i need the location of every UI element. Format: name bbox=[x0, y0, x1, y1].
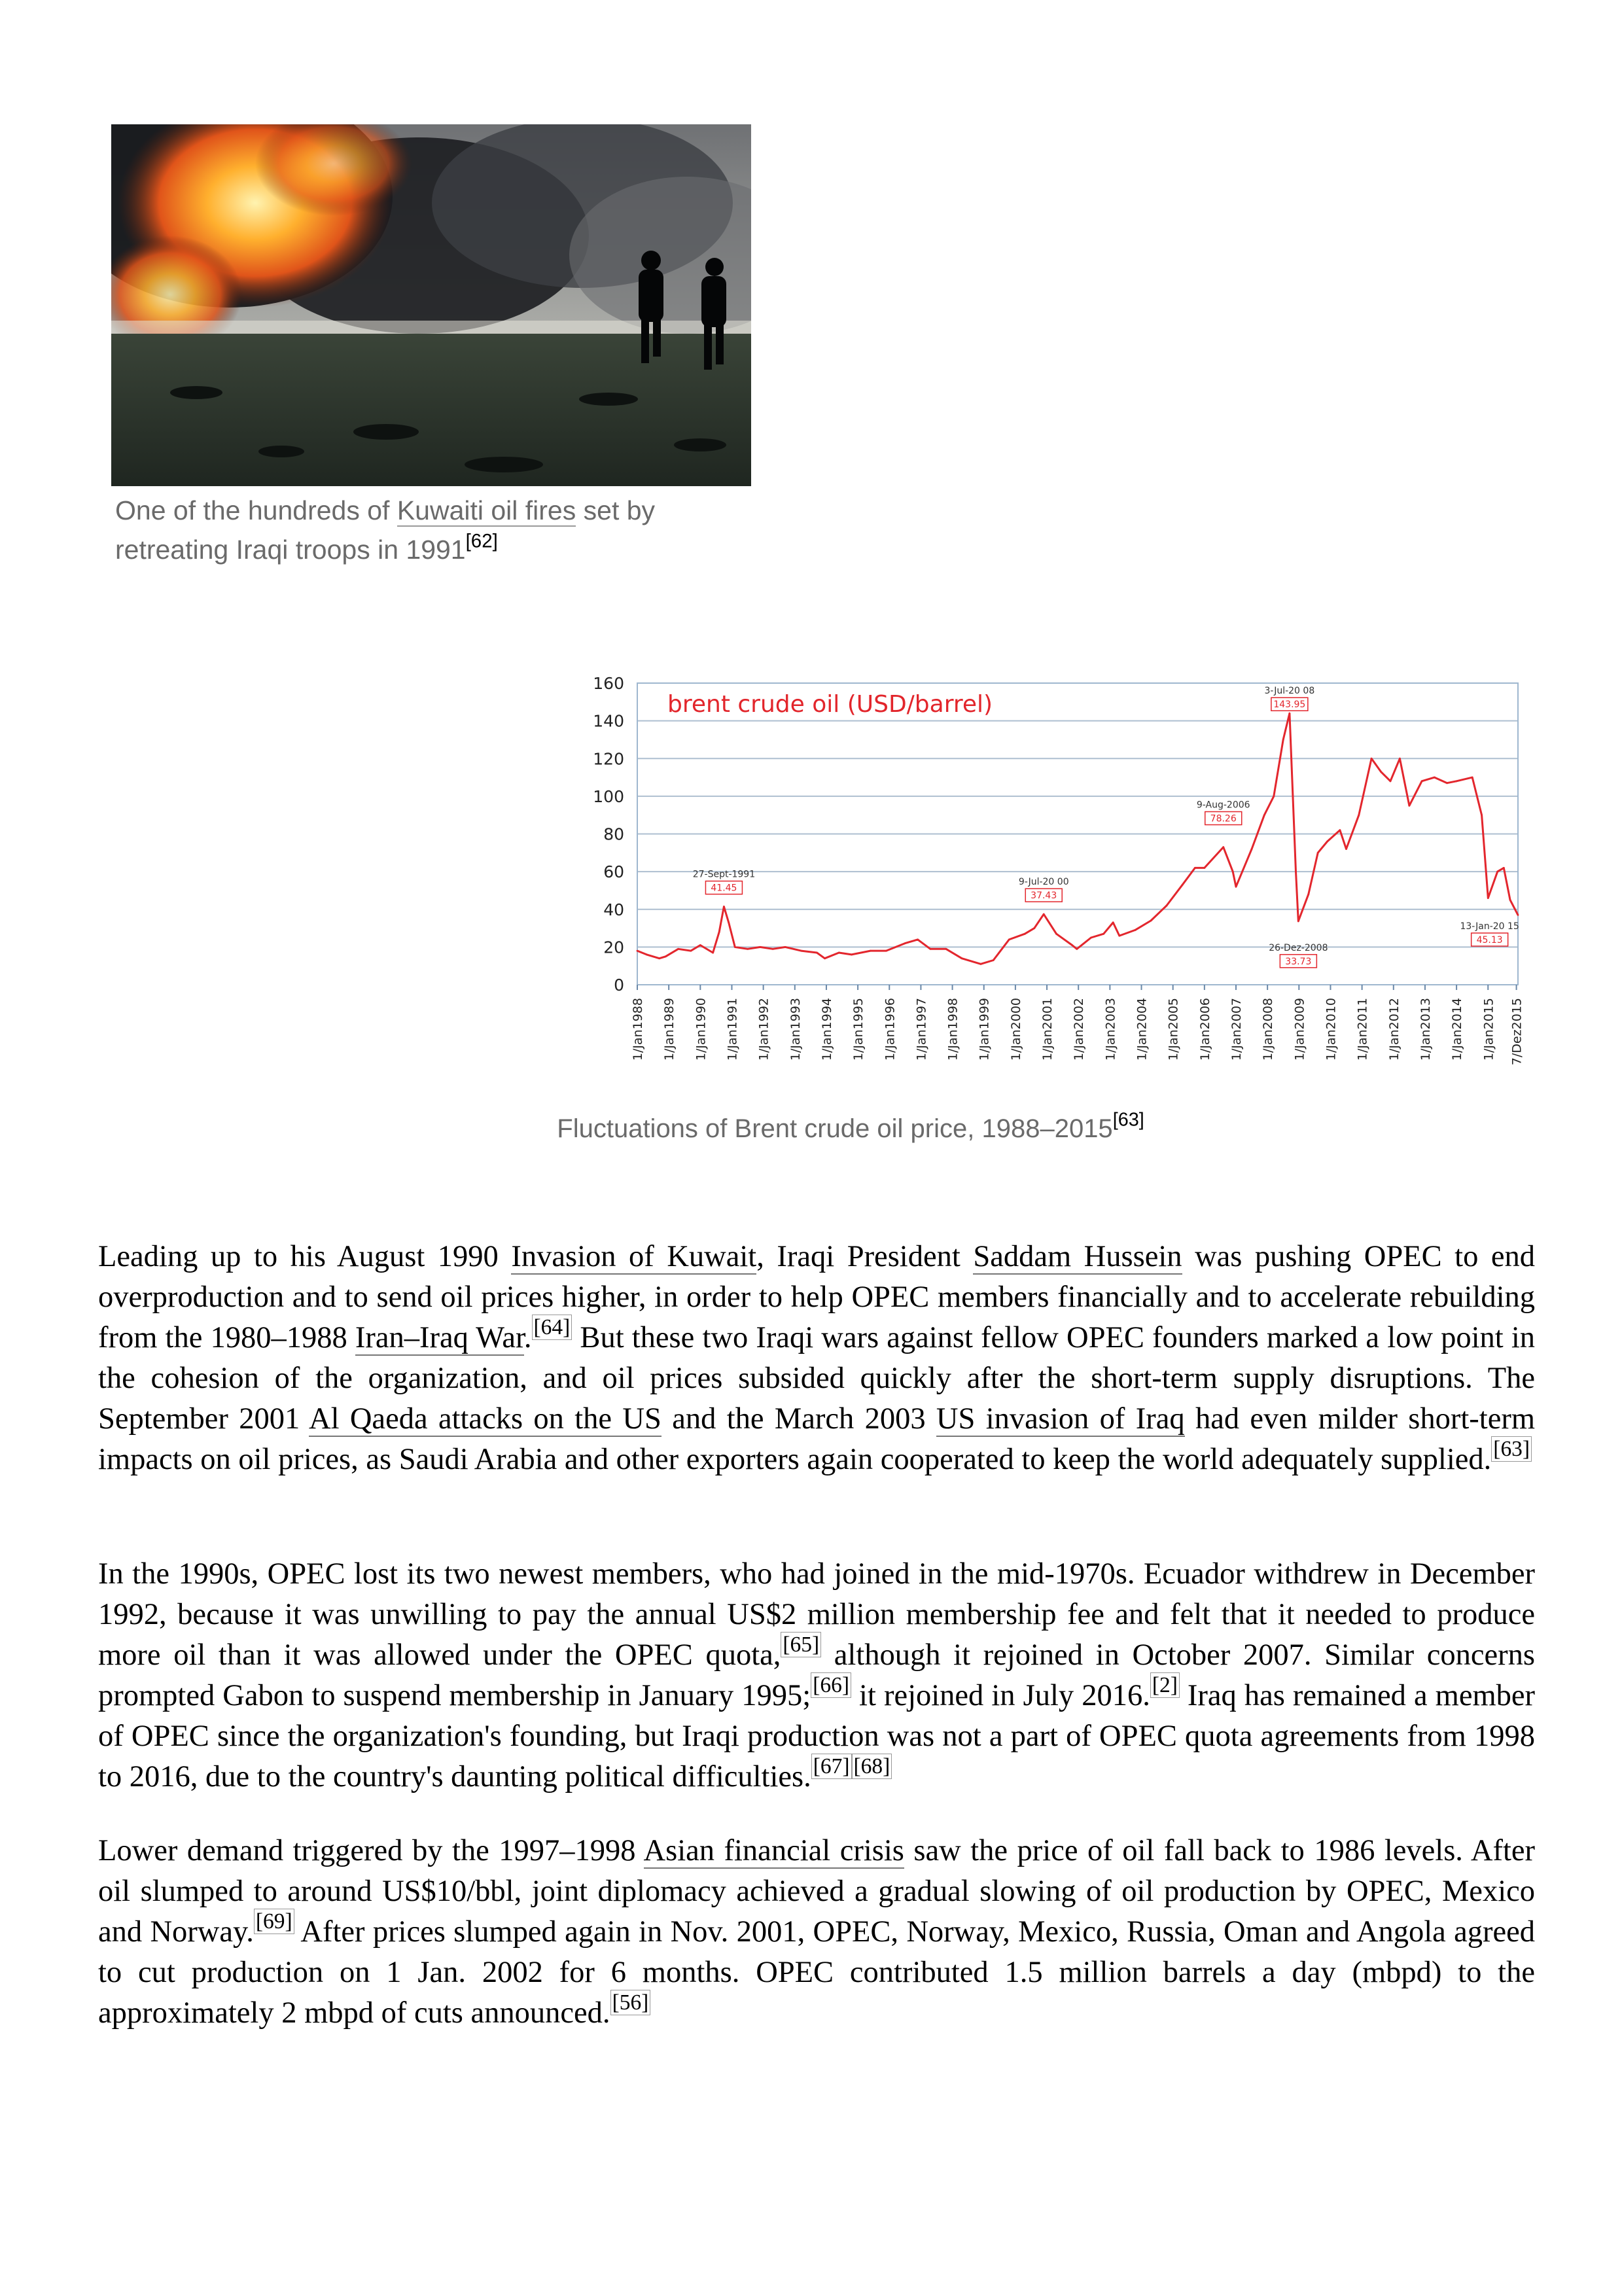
data-point bbox=[917, 938, 919, 940]
data-point bbox=[723, 906, 725, 908]
data-point bbox=[1043, 913, 1045, 915]
invasion-of-kuwait-link[interactable]: Invasion of Kuwait bbox=[511, 1240, 757, 1273]
figure-caption-oil-fires bbox=[115, 491, 743, 569]
text: But these two Iraqi wars against fellow OPEC founders marked a low point in the cohesion of the organization, and oil prices subsided quickly after the short-term supply disruptions. The September 2001 bbox=[98, 1321, 1535, 1436]
text: In the 1990s, OPEC lost its two newest members, who had joined in the mid-1970s. Ecuador withdrew in December 1992, because it was unwilling to pay the annual US$2 million membership fee and felt that it needed to produce more oil than it was allowed under the OPEC quota, bbox=[98, 1557, 1535, 1672]
x-tick-label: 1/Jan2004 bbox=[1135, 998, 1150, 1061]
y-tick-label: 60 bbox=[603, 862, 624, 882]
data-point bbox=[800, 950, 802, 952]
data-point bbox=[1487, 897, 1489, 899]
data-point bbox=[1076, 948, 1078, 950]
data-point bbox=[1399, 758, 1401, 760]
data-point bbox=[665, 955, 667, 957]
x-tick-label: 1/Jan1988 bbox=[631, 998, 645, 1061]
text: Leading up to his August 1990 bbox=[98, 1240, 512, 1273]
text: although it rejoined in October 2007. Similar concerns prompted Gabon to suspend membership in January 1995; bbox=[98, 1638, 1535, 1712]
brent-price-line bbox=[637, 713, 1518, 964]
data-point bbox=[1166, 905, 1168, 907]
annotation-date: 26-Dez-2008 bbox=[1269, 942, 1328, 953]
data-point bbox=[699, 944, 701, 946]
data-point bbox=[1102, 933, 1104, 935]
data-point bbox=[658, 957, 660, 959]
annotation-date: 13-Jan-20 15 bbox=[1460, 921, 1519, 932]
data-point bbox=[1203, 867, 1205, 869]
data-point bbox=[1055, 933, 1057, 935]
data-point bbox=[1307, 893, 1309, 895]
x-tick-label: 1/Jan2001 bbox=[1040, 998, 1055, 1061]
data-point bbox=[1390, 780, 1392, 782]
data-point bbox=[1358, 814, 1360, 816]
data-point bbox=[870, 950, 872, 952]
data-point bbox=[1182, 884, 1184, 886]
x-tick-label: 1/Jan1996 bbox=[883, 998, 898, 1061]
data-point bbox=[1008, 938, 1010, 940]
data-point bbox=[1071, 944, 1073, 946]
text: it rejoined in July 2016. bbox=[851, 1679, 1150, 1712]
text: Lower demand triggered by the 1997–1998 bbox=[98, 1834, 644, 1867]
kuwaiti-oil-fires-photo bbox=[111, 124, 751, 486]
x-tick-label: 1/Jan2008 bbox=[1261, 998, 1276, 1061]
data-point bbox=[1446, 782, 1448, 784]
data-point bbox=[1295, 871, 1297, 873]
data-point bbox=[785, 946, 786, 948]
x-tick-label: 7/Dez2015 bbox=[1509, 998, 1525, 1066]
x-tick-label: 1/Jan1991 bbox=[725, 998, 740, 1061]
annotation-value: 45.13 bbox=[1476, 934, 1503, 945]
x-tick-label: 1/Jan1990 bbox=[694, 998, 709, 1061]
annotation-value: 41.45 bbox=[711, 883, 737, 894]
data-point bbox=[1371, 758, 1373, 760]
data-point bbox=[1090, 937, 1092, 939]
chart-title: brent crude oil (USD/barrel) bbox=[667, 691, 993, 718]
data-point bbox=[677, 948, 679, 950]
x-tick-label: 1/Jan1995 bbox=[851, 998, 866, 1061]
data-point bbox=[734, 946, 736, 948]
data-point bbox=[1456, 780, 1458, 782]
data-point bbox=[718, 931, 720, 933]
paragraph-asian-financial-crisis bbox=[98, 1831, 1535, 2034]
data-point bbox=[1251, 848, 1253, 850]
data-point bbox=[646, 954, 648, 956]
data-point bbox=[1273, 795, 1275, 797]
data-point bbox=[1317, 852, 1319, 854]
text: and the March 2003 bbox=[661, 1402, 936, 1436]
data-point bbox=[961, 957, 963, 959]
data-point bbox=[1112, 922, 1114, 924]
data-point bbox=[1503, 867, 1505, 869]
x-tick-label: 1/Jan2012 bbox=[1386, 998, 1402, 1061]
y-tick-label: 100 bbox=[593, 786, 624, 806]
data-point bbox=[637, 950, 639, 952]
y-tick-label: 160 bbox=[593, 674, 624, 693]
data-point bbox=[993, 959, 995, 961]
text: had even milder short-term impacts on oil prices, as Saudi Arabia and other exporters again cooperated to keep the world adequately supplied. bbox=[98, 1402, 1535, 1476]
chart-annotations bbox=[693, 686, 1519, 968]
data-point bbox=[1194, 867, 1196, 869]
data-point bbox=[885, 950, 887, 952]
data-point bbox=[945, 948, 947, 950]
paragraph-invasion-of-kuwait bbox=[98, 1237, 1535, 1480]
x-tick-label: 1/Jan2000 bbox=[1008, 998, 1023, 1061]
y-tick-label: 120 bbox=[593, 749, 624, 769]
data-point bbox=[747, 948, 749, 950]
citation-65[interactable]: [65] bbox=[781, 1632, 821, 1657]
x-tick-label: 1/Jan1992 bbox=[756, 998, 771, 1061]
data-point bbox=[1496, 871, 1498, 873]
data-point bbox=[816, 952, 818, 954]
data-point bbox=[1509, 899, 1511, 901]
annotation-value: 143.95 bbox=[1273, 699, 1306, 711]
annotation-date: 9-Jul-20 00 bbox=[1018, 877, 1069, 888]
citation-66[interactable]: [66] bbox=[811, 1672, 851, 1698]
data-point bbox=[980, 963, 982, 965]
caption-text: Fluctuations of Brent crude oil price, 1988–2015 bbox=[557, 1114, 1113, 1143]
x-tick-label: 1/Jan2013 bbox=[1418, 998, 1433, 1061]
data-point bbox=[690, 950, 692, 952]
x-tick-label: 1/Jan1993 bbox=[788, 998, 803, 1061]
figure-caption-brent bbox=[393, 1111, 1309, 1146]
citation-56[interactable]: [56] bbox=[610, 1990, 651, 2015]
x-tick-label: 1/Jan2002 bbox=[1072, 998, 1087, 1061]
x-tick-label: 1/Jan1999 bbox=[977, 998, 992, 1061]
text: Iraq has remained a member of OPEC since the organization's founding, but Iraqi production was not a part of OPEC quota agreements from 1998 to 2016, due to the country's daunting political difficulties. bbox=[98, 1679, 1536, 1793]
text: was pushing OPEC to end overproduction and to send oil prices higher, in order to help OPEC members financially and to accelerate rebuilding from the 1980–1988 bbox=[98, 1240, 1535, 1354]
annotation-date: 27-Sept-1991 bbox=[692, 869, 756, 880]
data-point bbox=[824, 957, 826, 959]
annotation-date: 9-Aug-2006 bbox=[1196, 800, 1250, 811]
x-tick-label: 1/Jan2015 bbox=[1481, 998, 1496, 1061]
citation-68[interactable]: [68] bbox=[852, 1754, 892, 1779]
x-tick-label: 1/Jan1994 bbox=[819, 998, 834, 1061]
al-qaeda-attacks-link[interactable]: Al Qaeda attacks on the US bbox=[309, 1402, 661, 1436]
annotation-value: 33.73 bbox=[1285, 956, 1312, 967]
data-point bbox=[1024, 933, 1026, 935]
asian-financial-crisis-link[interactable]: Asian financial crisis bbox=[643, 1834, 904, 1867]
data-point bbox=[1472, 777, 1473, 779]
saddam-hussein-link[interactable]: Saddam Hussein bbox=[973, 1240, 1182, 1273]
data-point bbox=[1150, 920, 1152, 922]
data-point bbox=[1517, 914, 1519, 916]
us-invasion-of-iraq-link[interactable]: US invasion of Iraq bbox=[936, 1402, 1185, 1436]
x-tick-label: 1/Jan1989 bbox=[662, 998, 677, 1061]
y-tick-label: 0 bbox=[614, 976, 624, 995]
data-point bbox=[838, 952, 840, 954]
x-tick-label: 1/Jan2014 bbox=[1450, 998, 1465, 1061]
paragraph-1990s-membership bbox=[98, 1554, 1535, 1797]
data-point bbox=[759, 946, 761, 948]
caption-text: set by retreating Iraqi troops in 1991 bbox=[115, 495, 656, 565]
citation-2[interactable]: [2] bbox=[1150, 1672, 1180, 1698]
data-point bbox=[1232, 871, 1234, 873]
y-tick-label: 140 bbox=[593, 711, 624, 731]
chart-gridlines bbox=[637, 683, 1518, 985]
data-point bbox=[1421, 780, 1423, 782]
x-tick-label: 1/Jan2010 bbox=[1324, 998, 1339, 1061]
text: saw the price of oil fall back to 1986 levels. After oil slumped to around US$10/bbl, joint diplomacy achieved a gradual slowing of oil production by OPEC, Mexico and Norway. bbox=[98, 1834, 1535, 1949]
data-point bbox=[1345, 848, 1347, 850]
text: . bbox=[523, 1321, 532, 1354]
oil-fires-illustration bbox=[111, 124, 751, 486]
data-point bbox=[1235, 886, 1237, 888]
text: , Iraqi President bbox=[756, 1240, 974, 1273]
y-tick-label: 40 bbox=[603, 900, 624, 919]
x-tick-label: 1/Jan2011 bbox=[1355, 998, 1370, 1061]
data-point bbox=[1481, 814, 1483, 816]
brent-series bbox=[637, 713, 1519, 965]
brent-crude-chart bbox=[576, 667, 1531, 1073]
citation-62[interactable]: [62] bbox=[465, 530, 498, 552]
citation-64[interactable]: [64] bbox=[532, 1315, 573, 1340]
data-point bbox=[1326, 841, 1328, 843]
x-tick-label: 1/Jan1997 bbox=[914, 998, 929, 1061]
data-point bbox=[1222, 846, 1224, 848]
data-point bbox=[1380, 771, 1382, 773]
data-point bbox=[1134, 929, 1136, 931]
data-point bbox=[851, 954, 853, 956]
data-point bbox=[1033, 927, 1035, 929]
x-tick-label: 1/Jan2009 bbox=[1292, 998, 1307, 1061]
citation-67[interactable]: [67] bbox=[811, 1754, 852, 1779]
x-axis-ticks bbox=[631, 985, 1525, 1065]
data-point bbox=[1282, 739, 1284, 741]
data-point bbox=[728, 922, 730, 924]
annotation-value: 37.43 bbox=[1031, 891, 1057, 902]
data-point bbox=[1408, 805, 1410, 807]
caption-text: One of the hundreds of bbox=[115, 495, 397, 525]
citation-63[interactable]: [63] bbox=[1491, 1436, 1532, 1462]
data-point bbox=[929, 948, 931, 950]
data-point bbox=[904, 942, 906, 944]
citation-69[interactable]: [69] bbox=[254, 1909, 294, 1934]
y-tick-label: 20 bbox=[603, 938, 624, 957]
data-point bbox=[1263, 814, 1265, 816]
x-tick-label: 1/Jan2006 bbox=[1197, 998, 1212, 1061]
annotation-date: 3-Jul-20 08 bbox=[1264, 686, 1315, 697]
data-point bbox=[1118, 935, 1120, 937]
data-point bbox=[1339, 829, 1341, 831]
annotation-value: 78.26 bbox=[1210, 813, 1237, 824]
x-tick-label: 1/Jan1998 bbox=[945, 998, 961, 1061]
data-point bbox=[1434, 777, 1436, 779]
data-point bbox=[712, 952, 714, 954]
iran-iraq-war-link[interactable]: Iran–Iraq War bbox=[355, 1321, 524, 1354]
y-tick-label: 80 bbox=[603, 824, 624, 844]
x-tick-label: 1/Jan2005 bbox=[1166, 998, 1181, 1061]
y-axis-ticks bbox=[593, 674, 624, 995]
x-tick-label: 1/Jan2007 bbox=[1229, 998, 1244, 1061]
citation-63[interactable]: [63] bbox=[1112, 1109, 1144, 1131]
data-point bbox=[772, 948, 774, 950]
kuwaiti-oil-fires-link[interactable]: Kuwaiti oil fires bbox=[397, 495, 576, 525]
text: After prices slumped again in Nov. 2001, OPEC, Norway, Mexico, Russia, Oman and Angola agreed to cut production on 1 Jan. 2002 for 6 months. OPEC contributed 1.5 million barrels a day (mbpd) to the approximately 2 mbpd of cuts announced. bbox=[98, 1915, 1535, 2030]
data-point bbox=[1288, 713, 1290, 715]
data-point bbox=[1297, 920, 1299, 922]
x-tick-label: 1/Jan2003 bbox=[1103, 998, 1118, 1061]
